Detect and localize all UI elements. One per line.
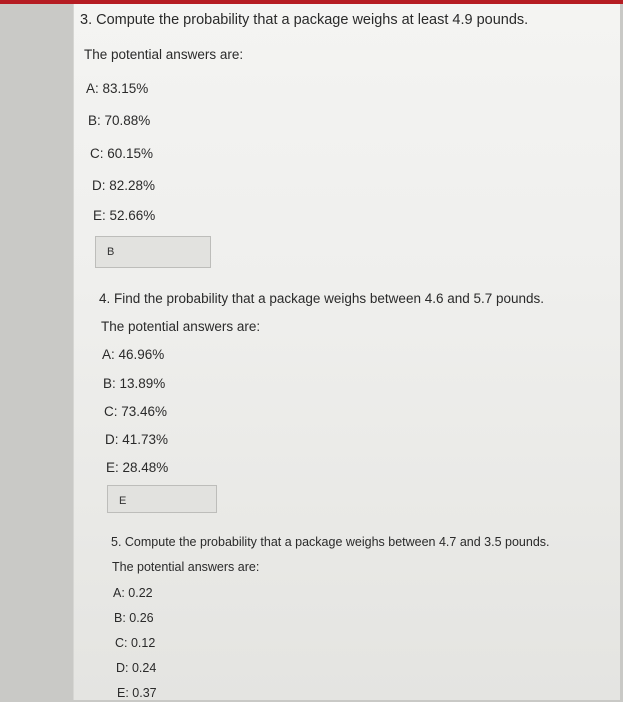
question-5-intro: The potential answers are: <box>112 560 260 574</box>
question-5-option-c: C: 0.12 <box>115 636 156 650</box>
question-3-text: 3. Compute the probability that a package weighs at least 4.9 pounds. <box>80 12 529 28</box>
question-5-option-b: B: 0.26 <box>114 611 154 625</box>
question-4-option-e: E: 28.48% <box>106 460 169 475</box>
question-4-answer-field[interactable]: E <box>107 485 217 513</box>
question-3-option-e: E: 52.66% <box>93 208 156 223</box>
question-4-option-b: B: 13.89% <box>103 376 166 391</box>
question-5-option-e: E: 0.37 <box>117 686 157 700</box>
question-4-option-a: A: 46.96% <box>102 347 165 362</box>
question-3-option-b: B: 70.88% <box>88 113 151 128</box>
question-4-intro: The potential answers are: <box>101 319 261 334</box>
question-3-option-c: C: 60.15% <box>90 146 154 161</box>
question-3-option-a: A: 83.15% <box>86 81 149 96</box>
question-3-intro: The potential answers are: <box>84 47 244 62</box>
question-4-option-d: D: 41.73% <box>105 432 169 447</box>
question-5-option-d: D: 0.24 <box>116 661 157 675</box>
question-4-text: 4. Find the probability that a package weighs between 4.6 and 5.7 pounds. <box>99 291 545 306</box>
question-5-option-a: A: 0.22 <box>113 586 153 600</box>
question-4-option-c: C: 73.46% <box>104 404 168 419</box>
question-5-text: 5. Compute the probability that a package weighs between 4.7 and 3.5 pounds. <box>111 535 550 549</box>
question-3-answer-field[interactable]: B <box>95 236 211 268</box>
question-3-option-d: D: 82.28% <box>92 178 156 193</box>
